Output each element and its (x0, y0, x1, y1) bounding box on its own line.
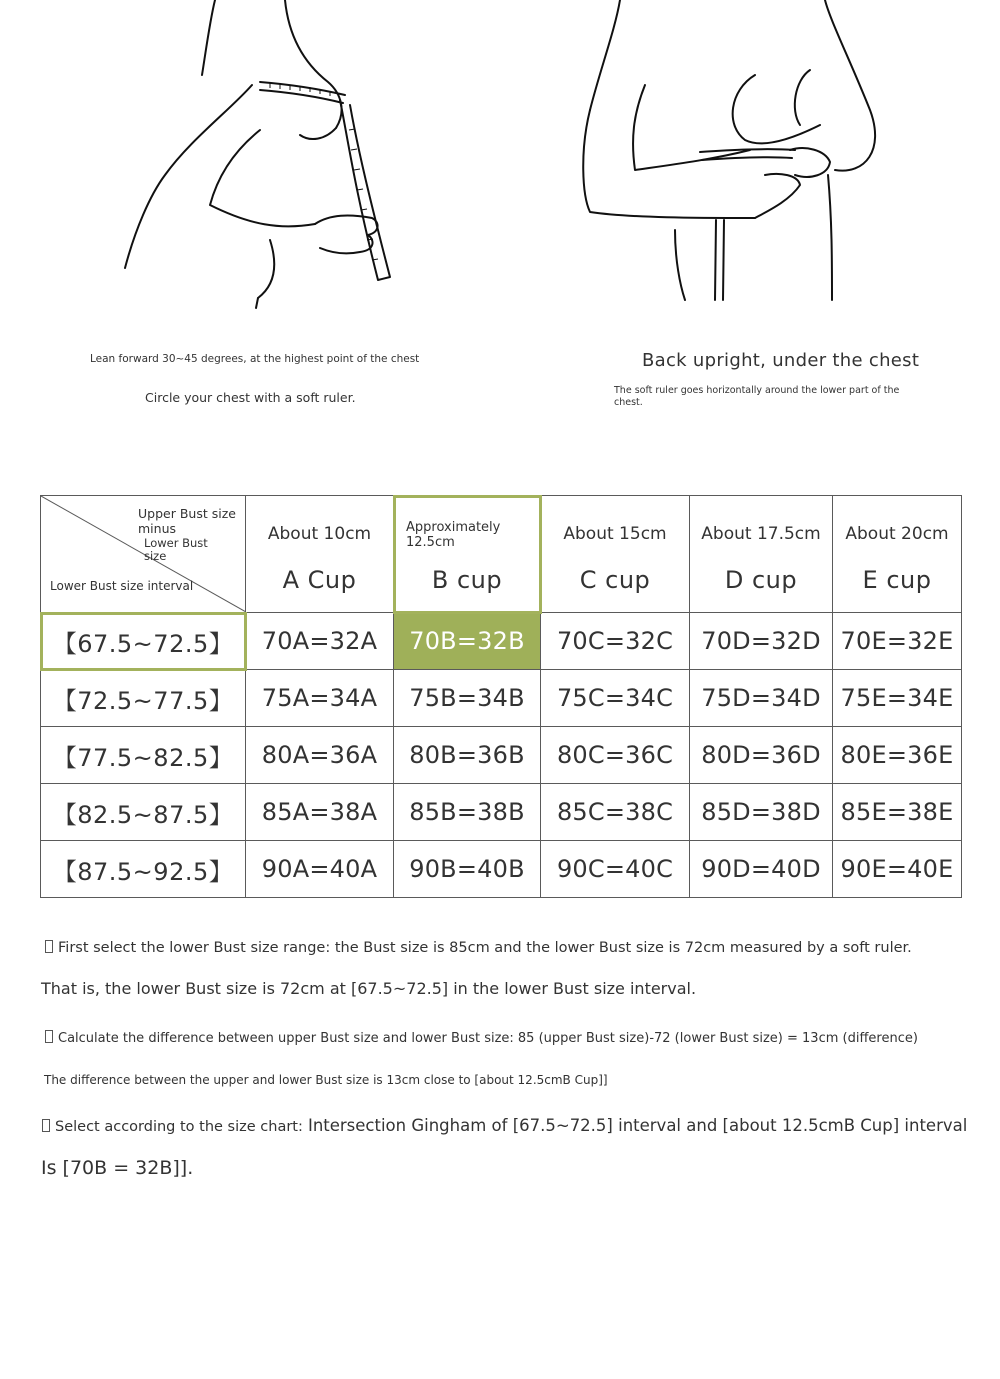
size-cell-selected: 70B=32B (394, 613, 541, 670)
corner-bottom-label: Lower Bust size interval (50, 579, 194, 593)
figure-leaning-forward-measuring-chest-icon (110, 0, 410, 310)
table-row (41, 613, 962, 670)
step3-main: Intersection Gingham of [67.5~72.5] interval and [about 12.5cmB Cup] interval (307, 1116, 968, 1135)
right-caption-detail: The soft ruler goes horizontally around the lower part of the chest. (614, 385, 900, 408)
right-illustration (580, 0, 890, 310)
range-cell-highlighted: 【67.5~72.5】 (41, 613, 246, 670)
table-header-row (41, 496, 962, 613)
cup-label: D cup (724, 566, 798, 594)
column-header-e (833, 496, 962, 613)
instruction-step3 (42, 1116, 967, 1135)
table-corner-cell (41, 496, 246, 613)
left-caption-main: Circle your chest with a soft ruler. (145, 390, 356, 405)
left-illustration (110, 0, 410, 310)
bra-size-chart (40, 495, 962, 898)
range-cell: 【87.5~92.5】 (41, 841, 246, 898)
column-header-d (690, 496, 833, 613)
size-cell: 75B=34B (394, 670, 541, 727)
size-cell: 80E=36E (833, 727, 962, 784)
size-cell: 80A=36A (246, 727, 394, 784)
size-cell: 90E=40E (833, 841, 962, 898)
size-cell: 85D=38D (690, 784, 833, 841)
figure-upright-measuring-under-chest-icon (580, 0, 890, 310)
bullet-box-icon (45, 1030, 53, 1043)
size-cell: 90D=40D (690, 841, 833, 898)
size-cell: 70C=32C (541, 613, 690, 670)
size-cell: 80D=36D (690, 727, 833, 784)
range-cell: 【72.5~77.5】 (41, 670, 246, 727)
size-cell: 75E=34E (833, 670, 962, 727)
table-row (41, 784, 962, 841)
instruction-step1-detail: That is, the lower Bust size is 72cm at [67.5~72.5] in the lower Bust size interval. (41, 979, 697, 998)
instruction-step3-result: Is [70B = 32B]]. (41, 1157, 194, 1179)
size-cell: 75A=34A (246, 670, 394, 727)
range-cell: 【82.5~87.5】 (41, 784, 246, 841)
size-cell: 80B=36B (394, 727, 541, 784)
bullet-box-icon (42, 1119, 50, 1132)
size-cell: 75D=34D (690, 670, 833, 727)
size-cell: 70A=32A (246, 613, 394, 670)
instruction-step1 (45, 940, 912, 956)
cup-difference-label: About 20cm (845, 524, 949, 544)
corner-middle-label: Lower Bust size (144, 536, 208, 563)
corner-top-label: Upper Bust size minus (138, 506, 236, 536)
size-cell: 90C=40C (541, 841, 690, 898)
table-row (41, 670, 962, 727)
cup-label: B cup (431, 566, 503, 594)
size-cell: 85E=38E (833, 784, 962, 841)
cup-difference-label: About 15cm (563, 524, 667, 544)
size-cell: 70E=32E (833, 613, 962, 670)
column-header-a (246, 496, 394, 613)
range-cell: 【77.5~82.5】 (41, 727, 246, 784)
cup-difference-label: About 17.5cm (701, 524, 821, 544)
size-cell: 85B=38B (394, 784, 541, 841)
bullet-box-icon (45, 940, 53, 953)
instruction-step2-detail: The difference between the upper and lower Bust size is 13cm close to [about 12.5cmB Cup]] (44, 1073, 608, 1087)
size-cell: 85A=38A (246, 784, 394, 841)
step1-text: First select the lower Bust size range: the Bust size is 85cm and the lower Bust size is 72cm measured by a soft ruler. (58, 940, 912, 956)
step2-text: Calculate the difference between upper Bust size and lower Bust size: 85 (upper Bust size)-72 (lower Bust size) = 13cm (difference) (58, 1031, 918, 1046)
cup-difference-label: About 10cm (267, 524, 372, 544)
cup-label: C cup (579, 566, 651, 594)
instruction-step2 (45, 1030, 918, 1046)
cup-label: A Cup (282, 566, 357, 594)
table-row (41, 727, 962, 784)
right-caption-title: Back upright, under the chest (642, 350, 920, 371)
column-header-c (541, 496, 690, 613)
cup-label: E cup (862, 566, 932, 594)
cup-difference-label: Approximately 12.5cm (406, 520, 501, 550)
size-cell: 75C=34C (541, 670, 690, 727)
size-cell: 80C=36C (541, 727, 690, 784)
size-cell: 85C=38C (541, 784, 690, 841)
left-caption-small: Lean forward 30~45 degrees, at the highest point of the chest (90, 353, 420, 365)
column-header-b-highlighted (394, 496, 541, 613)
table-row (41, 841, 962, 898)
size-cell: 70D=32D (690, 613, 833, 670)
size-cell: 90B=40B (394, 841, 541, 898)
size-cell: 90A=40A (246, 841, 394, 898)
step3-prefix: Select according to the size chart: (55, 1119, 303, 1135)
